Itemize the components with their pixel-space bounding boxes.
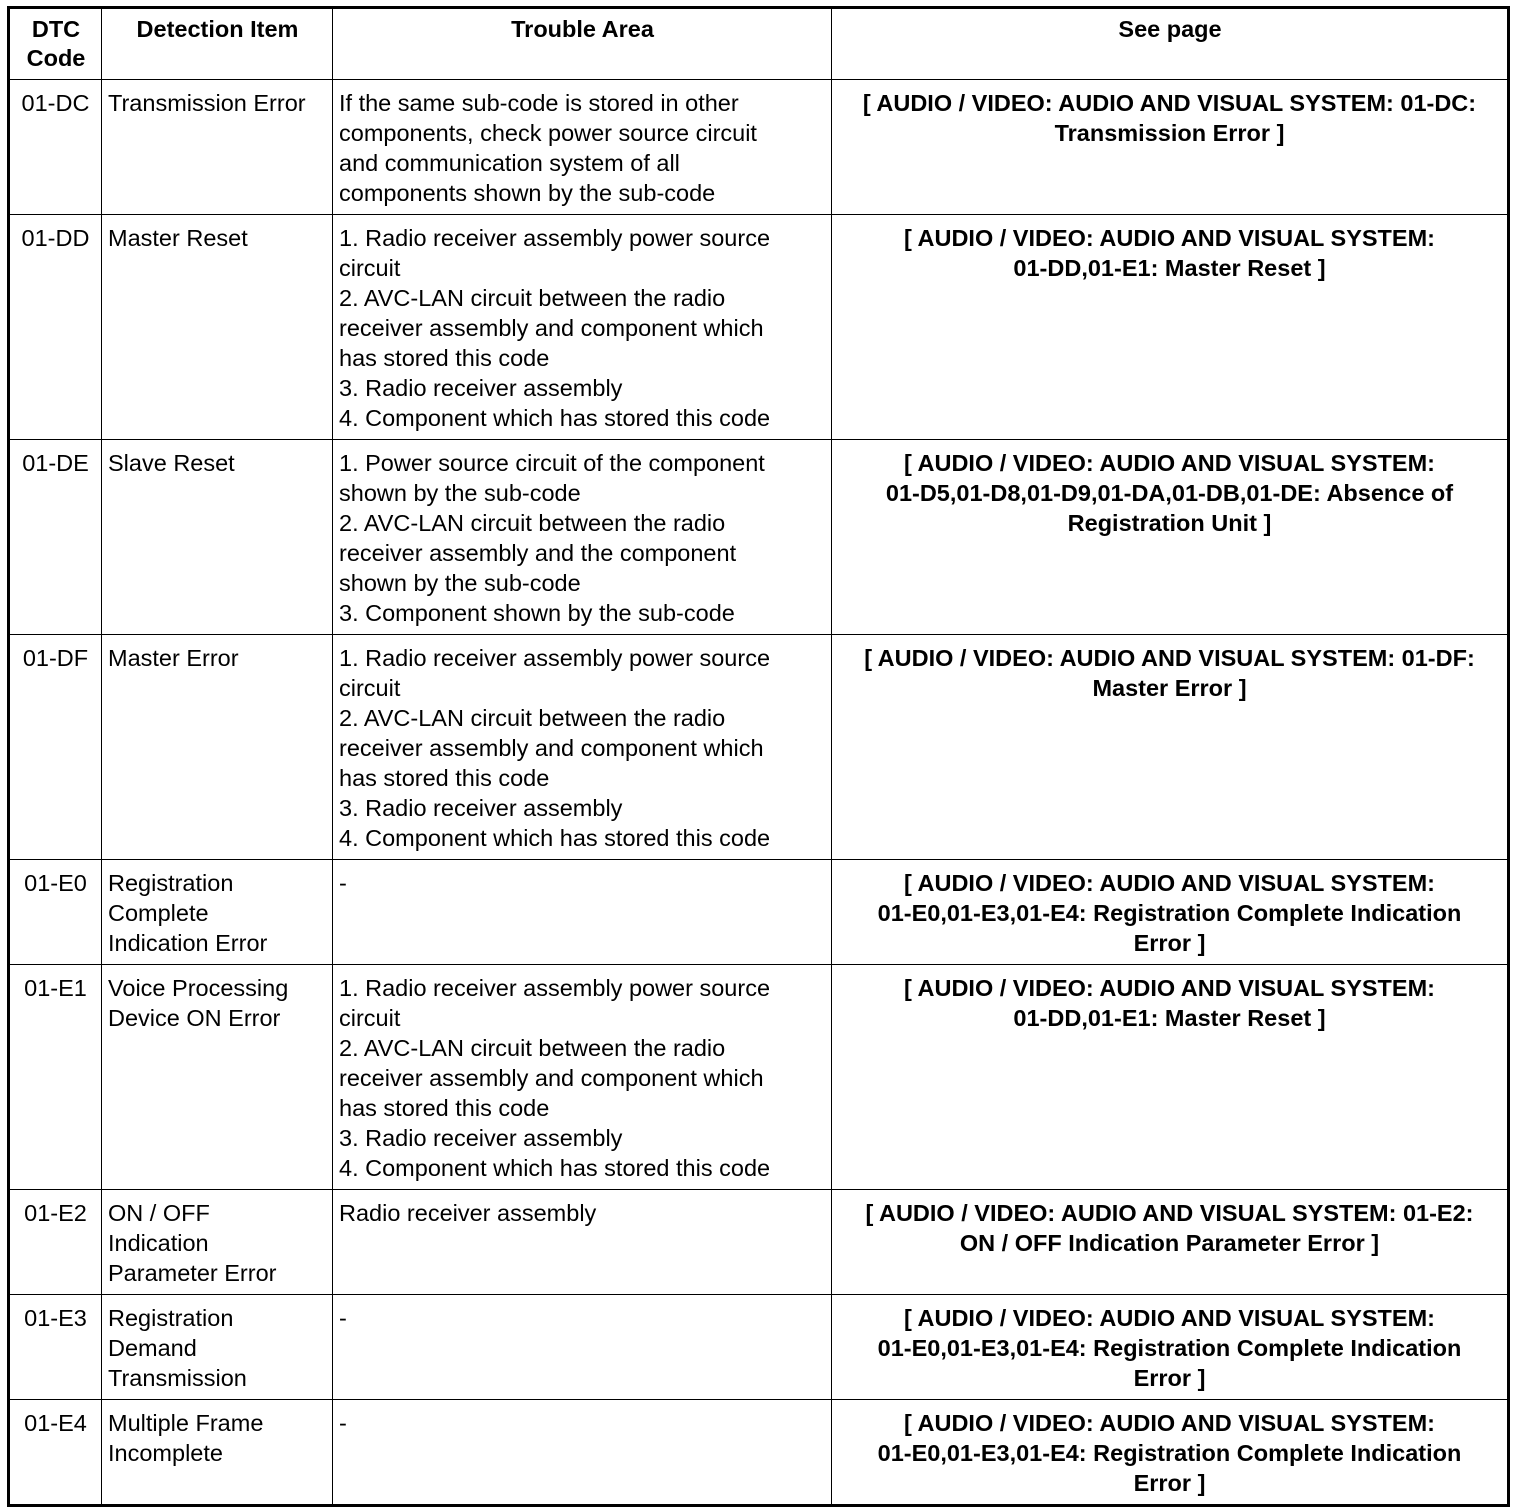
detection-item-cell: [102, 80, 333, 215]
trouble-area-cell: [333, 1295, 832, 1400]
trouble-area-line: shown by the sub-code: [339, 570, 581, 596]
dtc-code-cell: 01-E4: [9, 1400, 102, 1506]
trouble-area-cell: [333, 1190, 832, 1295]
header-trouble-area: Trouble Area: [333, 8, 832, 80]
see-page-cell[interactable]: [832, 1400, 1509, 1506]
see-page-line: [ AUDIO / VIDEO: AUDIO AND VISUAL SYSTEM:: [904, 225, 1435, 251]
trouble-area-line: 2. AVC-LAN circuit between the radio: [339, 705, 726, 731]
detection-item-cell: [102, 965, 333, 1190]
see-page-line: [ AUDIO / VIDEO: AUDIO AND VISUAL SYSTEM:: [904, 870, 1435, 896]
see-page-line: Error ]: [1133, 930, 1206, 956]
detection-item-line: Master Reset: [108, 225, 248, 251]
detection-item-cell: [102, 1190, 333, 1295]
see-page-cell[interactable]: [832, 215, 1509, 440]
see-page-line: [ AUDIO / VIDEO: AUDIO AND VISUAL SYSTEM:: [904, 975, 1435, 1001]
dtc-code-cell: 01-DD: [9, 215, 102, 440]
trouble-area-line: receiver assembly and component which: [339, 1065, 764, 1091]
trouble-area-line: has stored this code: [339, 765, 550, 791]
header-dtc-code-line: DTC: [31, 16, 81, 42]
detection-item-line: Incomplete: [108, 1440, 223, 1466]
trouble-area-line: circuit: [339, 675, 401, 701]
detection-item-line: Registration: [108, 870, 234, 896]
see-page-cell[interactable]: [832, 80, 1509, 215]
dtc-code-cell: 01-DE: [9, 440, 102, 635]
trouble-area-line: 4. Component which has stored this code: [339, 825, 771, 851]
header-detection-item: Detection Item: [102, 8, 333, 80]
dtc-code-cell: 01-E3: [9, 1295, 102, 1400]
header-see-page: See page: [832, 8, 1509, 80]
table-row: [9, 440, 1509, 635]
trouble-area-line: receiver assembly and the component: [339, 540, 737, 566]
detection-item-line: Transmission: [108, 1365, 247, 1391]
see-page-line: [ AUDIO / VIDEO: AUDIO AND VISUAL SYSTEM: 01-DC:: [862, 90, 1477, 116]
table-row: [9, 1190, 1509, 1295]
see-page-cell[interactable]: [832, 965, 1509, 1190]
trouble-area-cell: [333, 1400, 832, 1506]
detection-item-line: ON / OFF: [108, 1200, 210, 1226]
table-row: [9, 860, 1509, 965]
see-page-line: 01-DD,01-E1: Master Reset ]: [1013, 1005, 1326, 1031]
table-row: [9, 965, 1509, 1190]
see-page-line: 01-E0,01-E3,01-E4: Registration Complete Indication: [877, 1440, 1462, 1466]
trouble-area-line: and communication system of all: [339, 150, 680, 176]
trouble-area-cell: [333, 440, 832, 635]
detection-item-line: Parameter Error: [108, 1260, 277, 1286]
detection-item-cell: [102, 860, 333, 965]
trouble-area-line: 3. Radio receiver assembly: [339, 1125, 623, 1151]
table-row: [9, 1400, 1509, 1506]
see-page-cell[interactable]: [832, 1295, 1509, 1400]
trouble-area-line: 1. Power source circuit of the component: [339, 450, 765, 476]
trouble-area-line: 2. AVC-LAN circuit between the radio: [339, 510, 726, 536]
see-page-cell[interactable]: [832, 860, 1509, 965]
detection-item-line: Transmission Error: [108, 90, 306, 116]
table-row: [9, 635, 1509, 860]
trouble-area-line: has stored this code: [339, 345, 550, 371]
detection-item-cell: [102, 1295, 333, 1400]
detection-item-line: Device ON Error: [108, 1005, 281, 1031]
trouble-area-line: 3. Radio receiver assembly: [339, 375, 623, 401]
detection-item-line: Demand: [108, 1335, 197, 1361]
trouble-area-line: 4. Component which has stored this code: [339, 1155, 771, 1181]
see-page-line: 01-DD,01-E1: Master Reset ]: [1013, 255, 1326, 281]
see-page-line: ON / OFF Indication Parameter Error ]: [959, 1230, 1380, 1256]
trouble-area-line: circuit: [339, 255, 401, 281]
dtc-table: [7, 6, 1510, 1507]
detection-item-line: Indication: [108, 1230, 209, 1256]
trouble-area-line: receiver assembly and component which: [339, 735, 764, 761]
see-page-cell[interactable]: [832, 1190, 1509, 1295]
detection-item-line: Registration: [108, 1305, 234, 1331]
see-page-line: Error ]: [1133, 1365, 1206, 1391]
trouble-area-line: 4. Component which has stored this code: [339, 405, 771, 431]
header-dtc-code-line: Code: [26, 45, 86, 71]
detection-item-cell: [102, 1400, 333, 1506]
see-page-line: 01-E0,01-E3,01-E4: Registration Complete Indication: [877, 1335, 1462, 1361]
detection-item-line: Master Error: [108, 645, 239, 671]
trouble-area-line: circuit: [339, 1005, 401, 1031]
dtc-code-cell: 01-E1: [9, 965, 102, 1190]
see-page-line: 01-E0,01-E3,01-E4: Registration Complete Indication: [877, 900, 1462, 926]
trouble-area-line: components shown by the sub-code: [339, 180, 716, 206]
see-page-line: [ AUDIO / VIDEO: AUDIO AND VISUAL SYSTEM:: [904, 450, 1435, 476]
trouble-area-cell: [333, 965, 832, 1190]
detection-item-line: Indication Error: [108, 930, 268, 956]
dtc-code-cell: 01-DF: [9, 635, 102, 860]
dtc-code-cell: 01-E0: [9, 860, 102, 965]
detection-item-cell: [102, 215, 333, 440]
detection-item-line: Complete: [108, 900, 209, 926]
trouble-area-line: 1. Radio receiver assembly power source: [339, 975, 771, 1001]
see-page-cell[interactable]: [832, 440, 1509, 635]
trouble-area-line: If the same sub-code is stored in other: [339, 90, 739, 116]
table-header: [9, 8, 1509, 80]
trouble-area-line: Radio receiver assembly: [339, 1200, 597, 1226]
see-page-line: [ AUDIO / VIDEO: AUDIO AND VISUAL SYSTEM:: [904, 1305, 1435, 1331]
trouble-area-line: 1. Radio receiver assembly power source: [339, 645, 771, 671]
trouble-area-cell: [333, 80, 832, 215]
see-page-line: [ AUDIO / VIDEO: AUDIO AND VISUAL SYSTEM: 01-DF:: [864, 645, 1475, 671]
header-row: [9, 8, 1509, 80]
dtc-code-cell: 01-DC: [9, 80, 102, 215]
trouble-area-line: 3. Component shown by the sub-code: [339, 600, 735, 626]
trouble-area-line: 2. AVC-LAN circuit between the radio: [339, 1035, 726, 1061]
trouble-area-line: -: [339, 870, 347, 896]
see-page-line: [ AUDIO / VIDEO: AUDIO AND VISUAL SYSTEM:: [904, 1410, 1435, 1436]
trouble-area-line: 2. AVC-LAN circuit between the radio: [339, 285, 726, 311]
see-page-line: Error ]: [1133, 1470, 1206, 1496]
see-page-line: Master Error ]: [1092, 675, 1247, 701]
see-page-line: 01-D5,01-D8,01-D9,01-DA,01-DB,01-DE: Absence of: [885, 480, 1454, 506]
trouble-area-line: receiver assembly and component which: [339, 315, 764, 341]
trouble-area-line: -: [339, 1305, 347, 1331]
detection-item-line: Slave Reset: [108, 450, 235, 476]
see-page-line: [ AUDIO / VIDEO: AUDIO AND VISUAL SYSTEM: 01-E2:: [865, 1200, 1474, 1226]
trouble-area-cell: [333, 860, 832, 965]
dtc-code-cell: 01-E2: [9, 1190, 102, 1295]
detection-item-cell: [102, 440, 333, 635]
table-row: [9, 80, 1509, 215]
table-row: [9, 215, 1509, 440]
see-page-line: Transmission Error ]: [1054, 120, 1285, 146]
trouble-area-cell: [333, 635, 832, 860]
see-page-line: Registration Unit ]: [1067, 510, 1272, 536]
detection-item-line: Voice Processing: [108, 975, 289, 1001]
see-page-cell[interactable]: [832, 635, 1509, 860]
table-row: [9, 1295, 1509, 1400]
trouble-area-cell: [333, 215, 832, 440]
trouble-area-line: has stored this code: [339, 1095, 550, 1121]
header-dtc-code: [9, 8, 102, 80]
trouble-area-line: shown by the sub-code: [339, 480, 581, 506]
trouble-area-line: 1. Radio receiver assembly power source: [339, 225, 771, 251]
trouble-area-line: components, check power source circuit: [339, 120, 757, 146]
trouble-area-line: 3. Radio receiver assembly: [339, 795, 623, 821]
table-body: [9, 80, 1509, 1506]
detection-item-line: Multiple Frame: [108, 1410, 264, 1436]
trouble-area-line: -: [339, 1410, 347, 1436]
detection-item-cell: [102, 635, 333, 860]
